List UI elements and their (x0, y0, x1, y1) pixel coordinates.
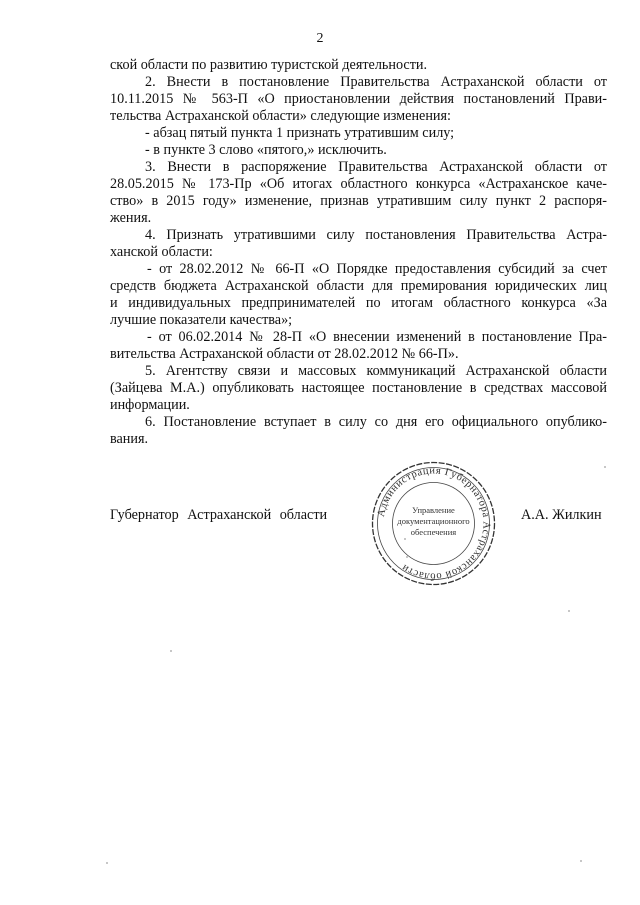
text-line: 5. Агентству связи и массовых коммуникаций Астраханской области (145, 363, 607, 379)
scan-speck (568, 610, 570, 612)
text-line: 3. Внести в распоряжение Правительства Астраханской области от (145, 159, 607, 175)
scan-speck (170, 650, 172, 652)
text-line: жения. (110, 210, 152, 226)
text-line: 10.11.2015 № 563-П «О приостановлении действия постановлений Прави- (110, 91, 607, 107)
stamp-inner-line: документационного (397, 516, 470, 526)
text-line: ской области по развитию туристской деятельности. (110, 57, 428, 73)
text-line: ханской области: (110, 244, 213, 260)
text-line: - от 06.02.2014 № 28-П «О внесении изменений в постановление Пра- (147, 329, 607, 345)
text-line: ство» в 2015 году» изменение, признав утратившим силу пункт 2 распоря- (110, 193, 607, 209)
signatory-name: А.А. Жилкин (521, 507, 602, 523)
official-stamp (371, 461, 496, 586)
stamp-inner-line: обеспечения (410, 527, 457, 537)
text-line: - абзац пятый пункта 1 признать утратившим силу; (145, 125, 455, 141)
text-line: средств бюджета Астраханской области для премирования юридических лиц (110, 278, 607, 294)
text-line: и индивидуальных предпринимателей по итогам областного конкурса «За (110, 295, 607, 311)
text-line: лучшие показатели качества»; (110, 312, 293, 328)
signatory-position: Губернатор Астраханской области (110, 507, 328, 523)
text-line: информации. (110, 397, 190, 413)
scan-speck (106, 862, 108, 864)
text-line: вительства Астраханской области от 28.02.2012 № 66-П». (110, 346, 459, 362)
text-line: 4. Признать утратившими силу постановления Правительства Астра- (145, 227, 607, 243)
scan-speck (580, 860, 582, 862)
scan-speck (604, 466, 606, 468)
stamp-outer-text: Администрация Губернатора Астраханской области (375, 465, 492, 582)
scan-speck (404, 538, 406, 540)
text-line: 28.05.2015 № 173-Пр «Об итогах областного конкурса «Астраханское каче- (110, 176, 607, 192)
text-line: - в пункте 3 слово «пятого,» исключить. (145, 142, 387, 158)
scan-speck (406, 556, 408, 558)
text-line: тельства Астраханской области» следующие изменения: (110, 108, 451, 124)
text-line: (Зайцева М.А.) опубликовать настоящее постановление в средствах массовой (110, 380, 607, 396)
text-line: вания. (110, 431, 149, 447)
stamp-inner-line: Управление (412, 505, 455, 515)
text-line: 6. Постановление вступает в силу со дня его официального опублико- (145, 414, 607, 430)
text-line: 2. Внести в постановление Правительства Астраханской области от (145, 74, 607, 90)
page-number: 2 (316, 31, 324, 46)
text-line: - от 28.02.2012 № 66-П «О Порядке предоставления субсидий за счет (147, 261, 607, 277)
